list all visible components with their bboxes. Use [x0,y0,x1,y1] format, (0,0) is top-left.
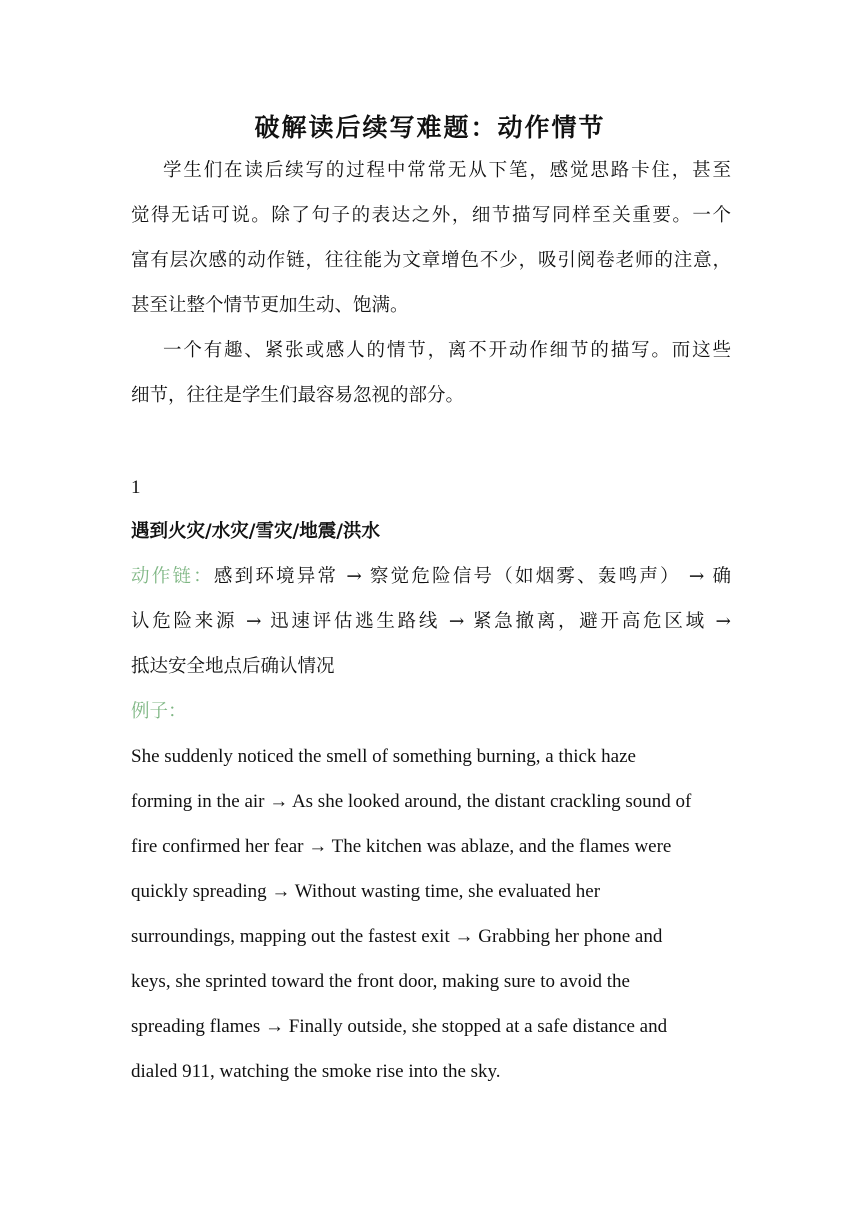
section-number: 1 [131,477,141,498]
intro-paragraph-1-line: 富有层次感的动作链，往往能为文章增色不少，吸引阅卷老师的注意， [131,250,731,271]
action-chain-line: 认危险来源 → 迅速评估逃生路线 → 紧急撤离，避开高危区域 → [131,611,731,632]
intro-paragraph-2-line: 一个有趣、紧张或感人的情节，离不开动作细节的描写。而这些 [163,340,731,361]
intro-paragraph-1-line: 甚至让整个情节更加生动、饱满。 [131,295,409,316]
example-line: dialed 911, watching the smoke rise into the sky. [131,1061,501,1082]
action-chain-text: 感到环境异常 → 察觉危险信号（如烟雾、轰鸣声） → 确 [213,566,731,587]
example-line: keys, she sprinted toward the front door, making sure to avoid the [131,971,630,992]
intro-paragraph-2-line: 细节，往往是学生们最容易忽视的部分。 [131,385,465,406]
example-line: spreading flames → Finally outside, she stopped at a safe distance and [131,1016,668,1037]
action-chain-label: 动作链： [131,566,214,587]
example-line: surroundings, mapping out the fastest exit → Grabbing her phone and [131,926,663,947]
action-chain-line [131,562,731,592]
example-line: forming in the air → As she looked around, the distant crackling sound of [131,791,692,812]
action-chain-line: 抵达安全地点后确认情况 [131,656,335,677]
section-heading: 遇到火灾/水灾/雪灾/地震/洪水 [131,521,381,542]
page-title: 破解读后续写难题：动作情节 [254,113,606,142]
intro-paragraph-1-line: 学生们在读后续写的过程中常常无从下笔，感觉思路卡住，甚至 [163,160,731,181]
example-line: quickly spreading → Without wasting time, she evaluated her [131,881,601,902]
example-line: She suddenly noticed the smell of something burning, a thick haze [131,746,636,767]
intro-paragraph-1-line: 觉得无话可说。除了句子的表达之外，细节描写同样至关重要。一个 [131,205,731,226]
example-line: fire confirmed her fear → The kitchen was ablaze, and the flames were [131,836,672,857]
example-label: 例子： [131,701,187,722]
